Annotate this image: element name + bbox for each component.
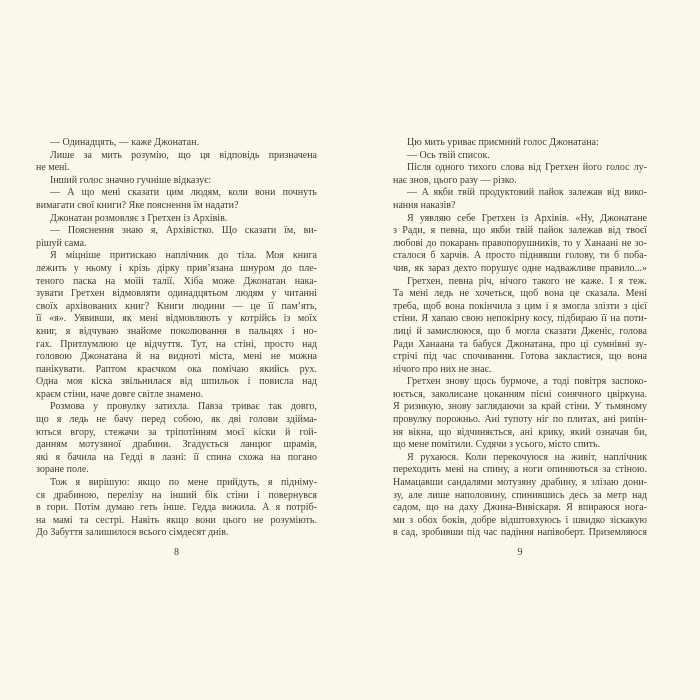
page-number-right: 9 <box>517 547 523 558</box>
text-line: книг, я відчуваю знайоме поколювання в пальцях і но- <box>36 325 317 337</box>
text-line: — Ось твій список. <box>407 149 490 161</box>
text-line: До Забуття залишилося всього сімдесят днів. <box>36 527 229 539</box>
page-number-left: 8 <box>174 547 179 558</box>
text-line: Одна моя кіска звільнилася від шпильок і повисла над <box>36 376 317 388</box>
text-line: рішуй сама. <box>36 237 87 249</box>
text-line: Після одного тихого слова від Гретхен його голос лу- <box>407 162 647 174</box>
text-line: Намацавши сандалями мотузяну драбину, я злізаю дони- <box>393 477 647 489</box>
text-line: Гретхен знову щось бурмоче, а тоді повітря заспоко- <box>407 376 647 388</box>
text-line: з Ради, я певна, що якби твій пайок залежав від твоєї <box>393 225 647 237</box>
text-line: краєм стіни, наче довге світле знамено. <box>36 388 204 400</box>
text-line: Джонатан розмовляє з Гретхен із Архівів. <box>50 212 228 224</box>
text-line: Я ризикую, знову заглядаючи за край стіни. У тьмяному <box>393 401 647 413</box>
text-line: Гретхен, певна річ, нічого такого не каже. І я теж. <box>407 275 647 287</box>
text-line: лежить у ньому і крізь дірку прив’язана шнуром до пле- <box>36 262 317 274</box>
text-line: зоране поле. <box>36 464 89 476</box>
text-line: головою Джонатана й на видноті міста, мені не можна <box>36 351 317 363</box>
text-line: Інший голос значно гучніше відказує: <box>50 174 212 186</box>
text-line: Я уявляю себе Гретхен із Архівів. «Ну, Джонатане <box>407 212 647 224</box>
text-line: своїх архівованих книг? Книги людини — це її пам’ять, <box>36 300 317 312</box>
text-line: теного паска на моїй талії. Хіба може Джонатан нака- <box>36 275 317 287</box>
text-line: провулку порожньо. Ані тупоту ніг по плитах, ані рипін- <box>393 414 647 426</box>
text-line: треба, щоб вона покінчила з цим і я змогла злізти з цієї <box>393 300 647 312</box>
text-line: нічого про них не знає. <box>393 363 492 375</box>
text-line: сталося б харчів. А просто піднявши голову, ти б поба- <box>393 250 647 262</box>
text-line: ми з обох боків, добре відштовхуюсь і швидко зіскакую <box>393 514 647 526</box>
text-line: садом, що на даху Джина-Вивіскаря. Я впираюся нога- <box>393 502 647 514</box>
text-line: — А що мені сказати цим людям, коли вони почнуть <box>50 187 317 199</box>
text-line: — Одинадцять, — каже Джонатан. <box>50 137 199 148</box>
text-line: зу, але лише наполовину, спинившись десь за метр над <box>393 489 647 501</box>
text-line: які я бачила на Гедді в лазні: її спина схожа на погано <box>36 451 317 463</box>
text-line: — Пояснення знаю я, Архівістко. Що сказати їм, ви- <box>50 225 317 237</box>
text-line: Розмова у провулку затихла. Павза триває так довго, <box>50 401 317 413</box>
text-line: Лише за мить розумію, що ця відповідь призначена <box>50 149 317 161</box>
text-line: її «я». Уявивши, як мені відмовляють у котрійсь із моїх <box>36 313 317 325</box>
text-line: на мамі та сестрі. Навіть якщо вони цього не розуміють. <box>36 514 317 526</box>
text-line: ються вгору, стежачи за тріпотінням моєї кіски й гой- <box>36 426 317 438</box>
text-line: вимагати свої книги? Яке пояснення їм надати? <box>36 199 239 211</box>
text-line: що я ледь не бачу перед собою, як дві голови здійма- <box>36 414 317 426</box>
text-line: стрічі під час спочивання. Готова закластися, що вона <box>393 351 647 363</box>
page-text-right <box>393 137 647 540</box>
book-page-right <box>393 137 647 559</box>
text-line: ся драбиною, перелізу на інший бік стіни і повернувся <box>36 489 317 501</box>
text-line: — А якби твій продуктовий пайок залежав від вико- <box>407 187 647 199</box>
text-line: панікувати. Раптом краєчком ока помічаю якийсь рух. <box>36 363 317 375</box>
text-line: данням мотузяної драбини. Згадується ланцюг шрамів, <box>36 439 317 451</box>
text-line: що мене помітили. Судячи з усього, місто спить. <box>393 439 601 451</box>
text-line: нає знов, цього разу — різко. <box>393 174 517 186</box>
text-line: чив, як зараз дехто порушує одне надважливе правило...» <box>393 262 647 274</box>
text-line: Тож я вирішую: якщо по мене прийдуть, я підніму- <box>50 477 317 489</box>
text-line: стіни. Я хапаю свою непокірну косу, підбираю її на поти- <box>393 313 647 325</box>
text-line: юється, заколисане цоканням пісні сонячного цвіркуна. <box>393 388 647 400</box>
page-text-left <box>36 137 317 540</box>
text-line: любові до покарань правопорушників, то у Ханаані не зо- <box>393 237 647 249</box>
text-line: переходить мені на спину, а ноги опиняються за стіною. <box>393 464 647 476</box>
text-line: лиці й замислююся, що б могла сказати Дженіс, голова <box>393 325 647 337</box>
text-line: гах. Притлумлюю це відчуття. Тут, на стіні, просто над <box>36 338 317 350</box>
text-line: Цю мить уриває приємний голос Джонатана: <box>407 137 599 148</box>
text-line: нання наказів? <box>393 199 456 211</box>
text-line: не мені. <box>36 162 70 174</box>
text-line: ня вікна, що відчиняється, ані крику, який означав би, <box>393 426 647 438</box>
text-line: в гори. Потім думаю геть інше. Гедда вижила. А я потріб- <box>36 502 317 514</box>
text-line: Ради Ханаана та бабуся Джонатана, про ці сумнівні зу- <box>393 338 647 350</box>
text-line: в сад, зробивши під час падіння напівоберт. Приземляюся <box>393 527 647 539</box>
text-line: Я рухаюся. Коли перекочуюся на живіт, наплічник <box>407 451 647 463</box>
book-page-left <box>36 137 317 559</box>
text-line: Я міцніше притискаю наплічник до тіла. Моя книга <box>50 250 317 262</box>
text-line: Та мені ледь не хочеться, щоб вона це сказала. Мені <box>393 288 647 300</box>
text-line: зувати Гретхен відмовляти одинадцятьом людям у читанні <box>36 288 317 300</box>
